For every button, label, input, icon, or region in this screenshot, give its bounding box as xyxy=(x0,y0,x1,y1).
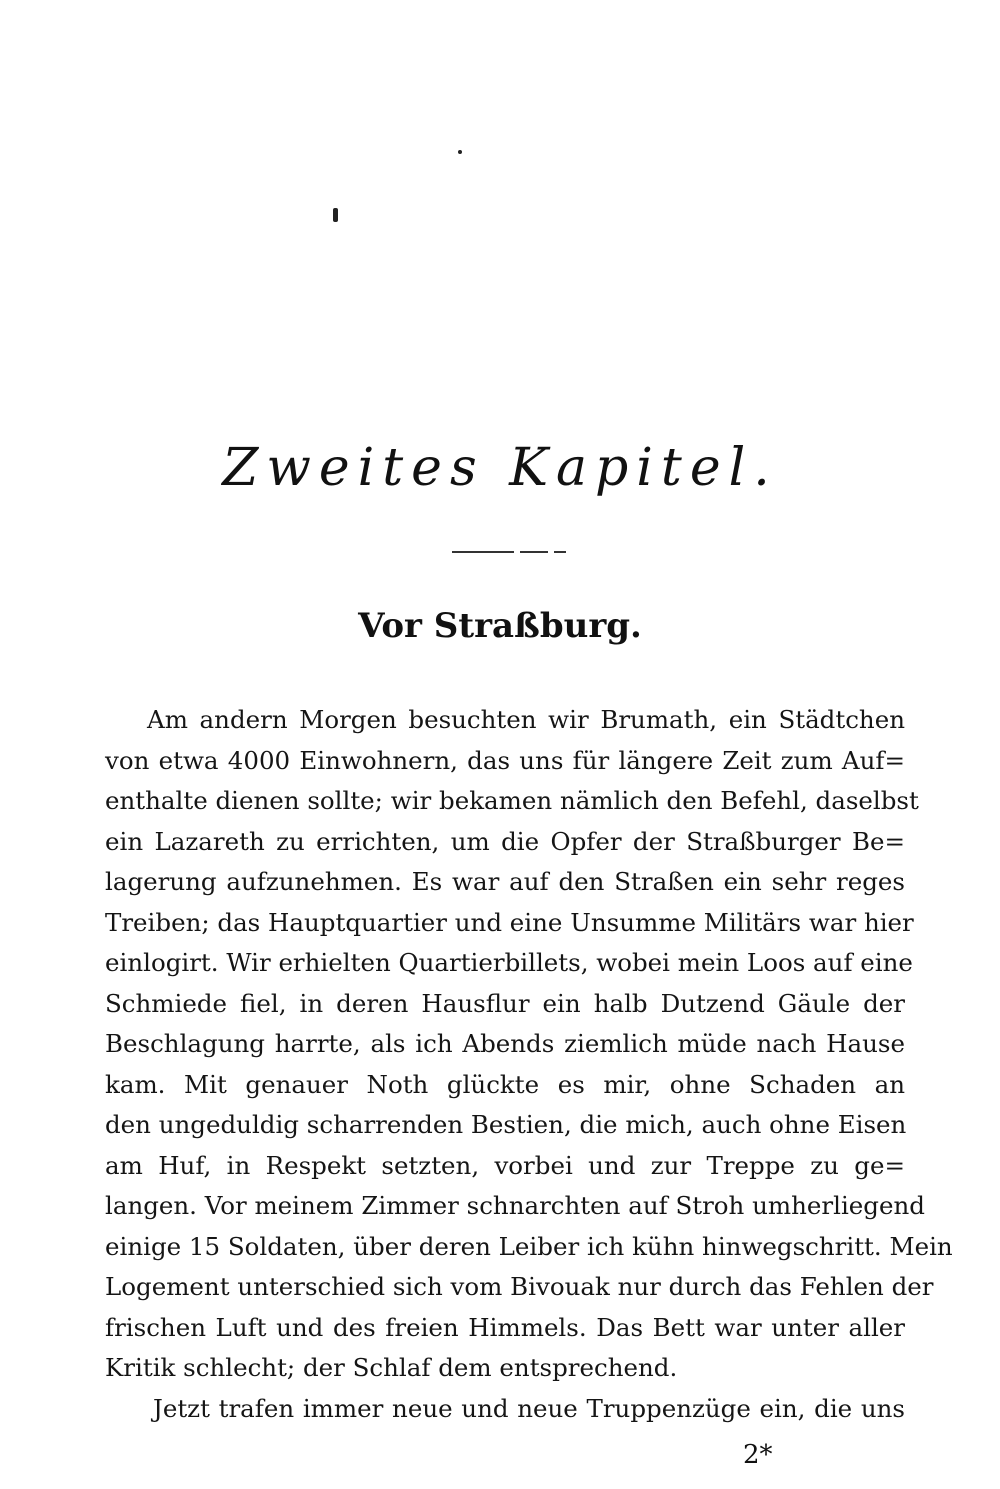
text-line: am Huf, in Respekt setzten, vorbei und zur Treppe zu ge= xyxy=(105,1150,905,1180)
ink-speck xyxy=(333,208,338,222)
text-line: Kritik schlecht; der Schlaf dem entsprechend. xyxy=(105,1353,678,1382)
text-line: Am andern Morgen besuchten wir Brumath, ein Städtchen xyxy=(147,705,905,734)
chapter-title: Zweites Kapitel. xyxy=(222,438,778,498)
page-number: 2* xyxy=(743,1440,773,1470)
text-line: enthalte dienen sollte; wir bekamen nämlich den Befehl, daselbst xyxy=(105,786,919,815)
text-line: Schmiede fiel, in deren Hausflur ein halb Dutzend Gäule der xyxy=(105,988,905,1018)
text-line: von etwa 4000 Einwohnern, das uns für längere Zeit zum Auf= xyxy=(105,745,905,775)
body-text xyxy=(105,700,953,1429)
text-line: Treiben; das Hauptquartier und eine Unsumme Militärs war hier xyxy=(105,907,914,937)
text-line: einlogirt. Wir erhielten Quartierbillets, wobei mein Loos auf eine xyxy=(105,948,913,977)
text-line: langen. Vor meinem Zimmer schnarchten auf Stroh umherliegend xyxy=(105,1191,925,1220)
text-line: ein Lazareth zu errichten, um die Opfer der Straßburger Be= xyxy=(105,826,905,856)
text-line: kam. Mit genauer Noth glückte es mir, ohne Schaden an xyxy=(105,1069,905,1099)
text-line: einige 15 Soldaten, über deren Leiber ich kühn hinwegschritt. Mein xyxy=(105,1231,953,1261)
title-divider xyxy=(452,551,572,553)
text-line: Logement unterschied sich vom Bivouak nur durch das Fehlen der xyxy=(105,1272,934,1301)
text-line: frischen Luft und des freien Himmels. Das Bett war unter aller xyxy=(105,1312,905,1342)
text-line: Jetzt trafen immer neue und neue Truppenzüge ein, die uns xyxy=(153,1393,905,1423)
text-line: lagerung aufzunehmen. Es war auf den Straßen ein sehr reges xyxy=(105,867,905,896)
ink-speck xyxy=(458,150,462,154)
section-title: Vor Straßburg. xyxy=(358,606,642,646)
text-line: Beschlagung harrte, als ich Abends ziemlich müde nach Hause xyxy=(105,1029,905,1058)
text-line: den ungeduldig scharrenden Bestien, die mich, auch ohne Eisen xyxy=(105,1110,907,1139)
